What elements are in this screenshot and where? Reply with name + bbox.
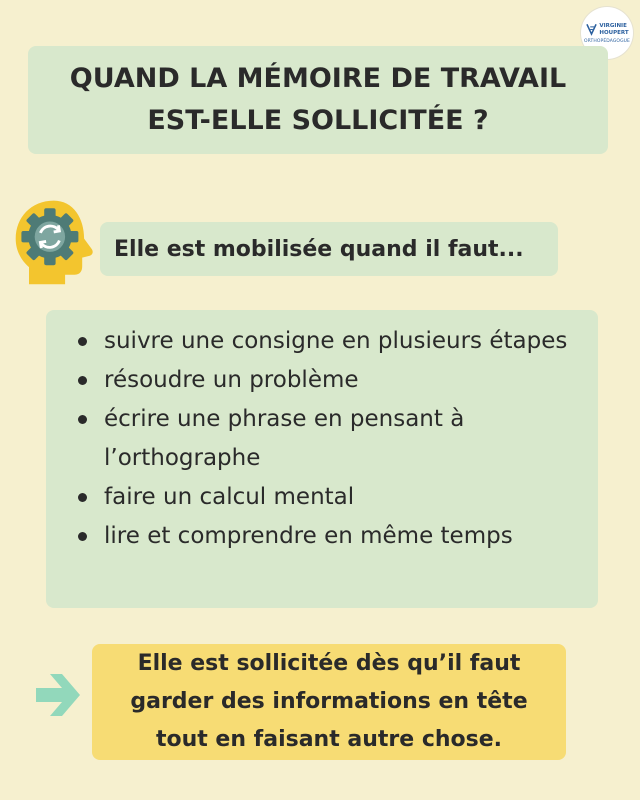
conclusion-line-1: Elle est sollicitée dès qu’il faut: [137, 651, 521, 676]
bullet-icon: [78, 532, 87, 541]
bullet-icon: [78, 337, 87, 346]
logo-row: [585, 23, 628, 37]
list-item: [78, 517, 578, 556]
list-item-text: écrire une phrase en pensant à l’orthographe: [104, 406, 465, 471]
situations-list-box: [46, 310, 598, 608]
logo-names: [599, 23, 628, 37]
head-gear-icon: [10, 193, 105, 288]
conclusion-text: [130, 645, 527, 759]
intro-text: Elle est mobilisée quand il faut...: [114, 236, 524, 262]
list-item: [78, 361, 578, 400]
bullet-icon: [78, 415, 87, 424]
list-item: [78, 322, 578, 361]
logo-subtitle: ORTHOPÉDAGOGUE: [583, 38, 630, 44]
list-item-text: suivre une consigne en plusieurs étapes: [104, 328, 568, 354]
conclusion-line-3: tout en faisant autre chose.: [155, 727, 503, 752]
logo-mark-icon: [585, 23, 598, 36]
title-line-1: QUAND LA MÉMOIRE DE TRAVAIL: [69, 63, 567, 94]
logo-name-first: VIRGINIE: [599, 22, 627, 29]
logo-name-last: HOUPERT: [599, 29, 629, 36]
bullet-icon: [78, 376, 87, 385]
intro-box: [100, 222, 558, 276]
conclusion-line-2: garder des informations en tête: [130, 689, 528, 714]
title-box: [28, 46, 608, 154]
list-item-text: faire un calcul mental: [104, 484, 355, 510]
list-item: [78, 478, 578, 517]
list-item-text: lire et comprendre en même temps: [104, 523, 513, 549]
page-title: [70, 58, 566, 142]
situations-list: [78, 322, 578, 556]
list-item-text: résoudre un problème: [104, 367, 359, 393]
conclusion-box: [92, 644, 566, 760]
bullet-icon: [78, 493, 87, 502]
arrow-right-icon: [34, 672, 84, 718]
title-line-2: EST-ELLE SOLLICITÉE ?: [147, 105, 489, 136]
list-item: [78, 400, 578, 478]
